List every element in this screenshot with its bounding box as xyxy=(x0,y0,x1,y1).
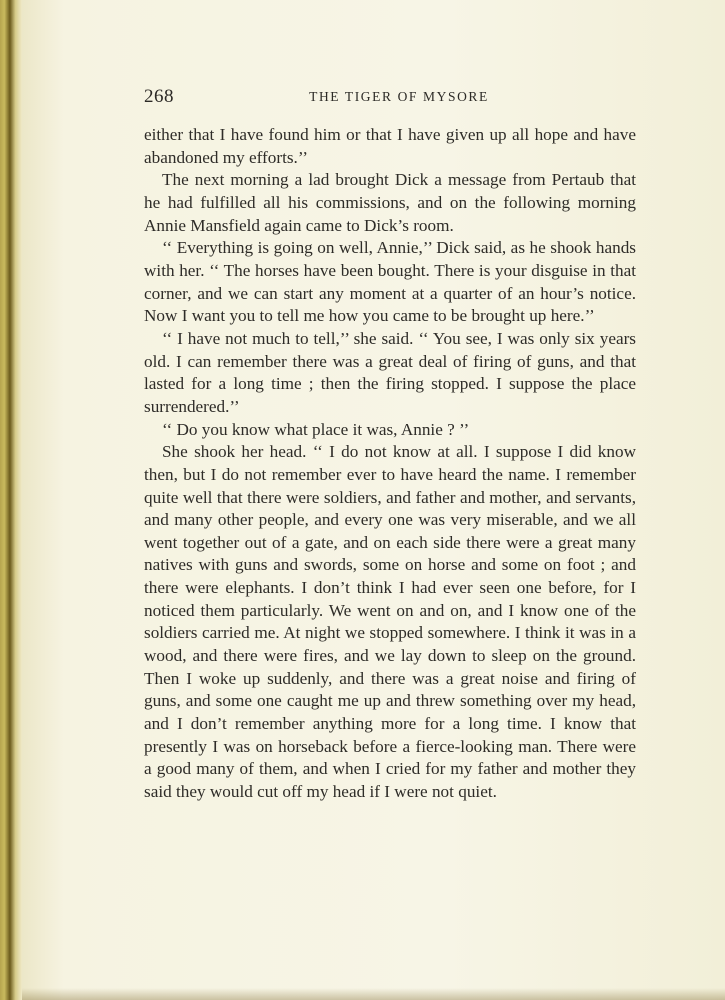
page-bottom-shadow xyxy=(22,988,725,1000)
paragraph: ‘‘ I have not much to tell,’’ she said. ‘‘ You see, I was only six years old. I can remember there was a great deal of firing of guns, and that lasted for a long time ; then the firing stopped. I suppose the place surrendered.’’ xyxy=(144,328,636,416)
page-number: 268 xyxy=(144,86,174,107)
running-header xyxy=(144,86,636,108)
paragraph: ‘‘ Do you know what place it was, Annie ? ’’ xyxy=(162,419,470,439)
body-text xyxy=(144,124,636,804)
paragraph: The next morning a lad brought Dick a message from Pertaub that he had fulfilled all his commissions, and on the following morning Annie Mansfield again came to Dick’s room. xyxy=(144,170,636,235)
book-binding-edge xyxy=(0,0,22,1000)
paragraph-continuation: either that I have found him or that I have given up all hope and have abandoned my efforts.’’ xyxy=(144,125,636,167)
paragraph: She shook her head. ‘‘ I do not know at all. I suppose I did know then, but I do not remember ever to have heard the name. I remember quite well that there were soldiers, and father and mother, and servants, and many other people, and every one was very miserable, and we all went together out of a gate, and on each side there were a great many natives with guns and swords, some on horse and some on foot ; and there were elephants. I don’t think I had ever seen one before, for I noticed them particularly. We went on and on, and I know one of the soldiers carried me. At night we stopped somewhere. I think it was in a wood, and there were fires, and we lay down to sleep on the ground. Then I woke up suddenly, and there was a great noise and firing of guns, and some one caught me up and threw something over my head, and I don’t remember anything more for a long time. I know that presently I was on horseback before a fierce-looking man. There were a good many of them, and when I cried for my father and mother they said they would cut off my head if I were not quiet. xyxy=(144,442,636,802)
paragraph: ‘‘ Everything is going on well, Annie,’’ Dick said, as he shook hands with her. ‘‘ The horses have been bought. There is your disguise in that corner, and we can start any moment at a quarter of an hour’s notice. Now I want you to tell me how you came to be brought up here.’’ xyxy=(144,238,636,326)
running-title: THE TIGER OF MYSORE xyxy=(309,89,489,104)
